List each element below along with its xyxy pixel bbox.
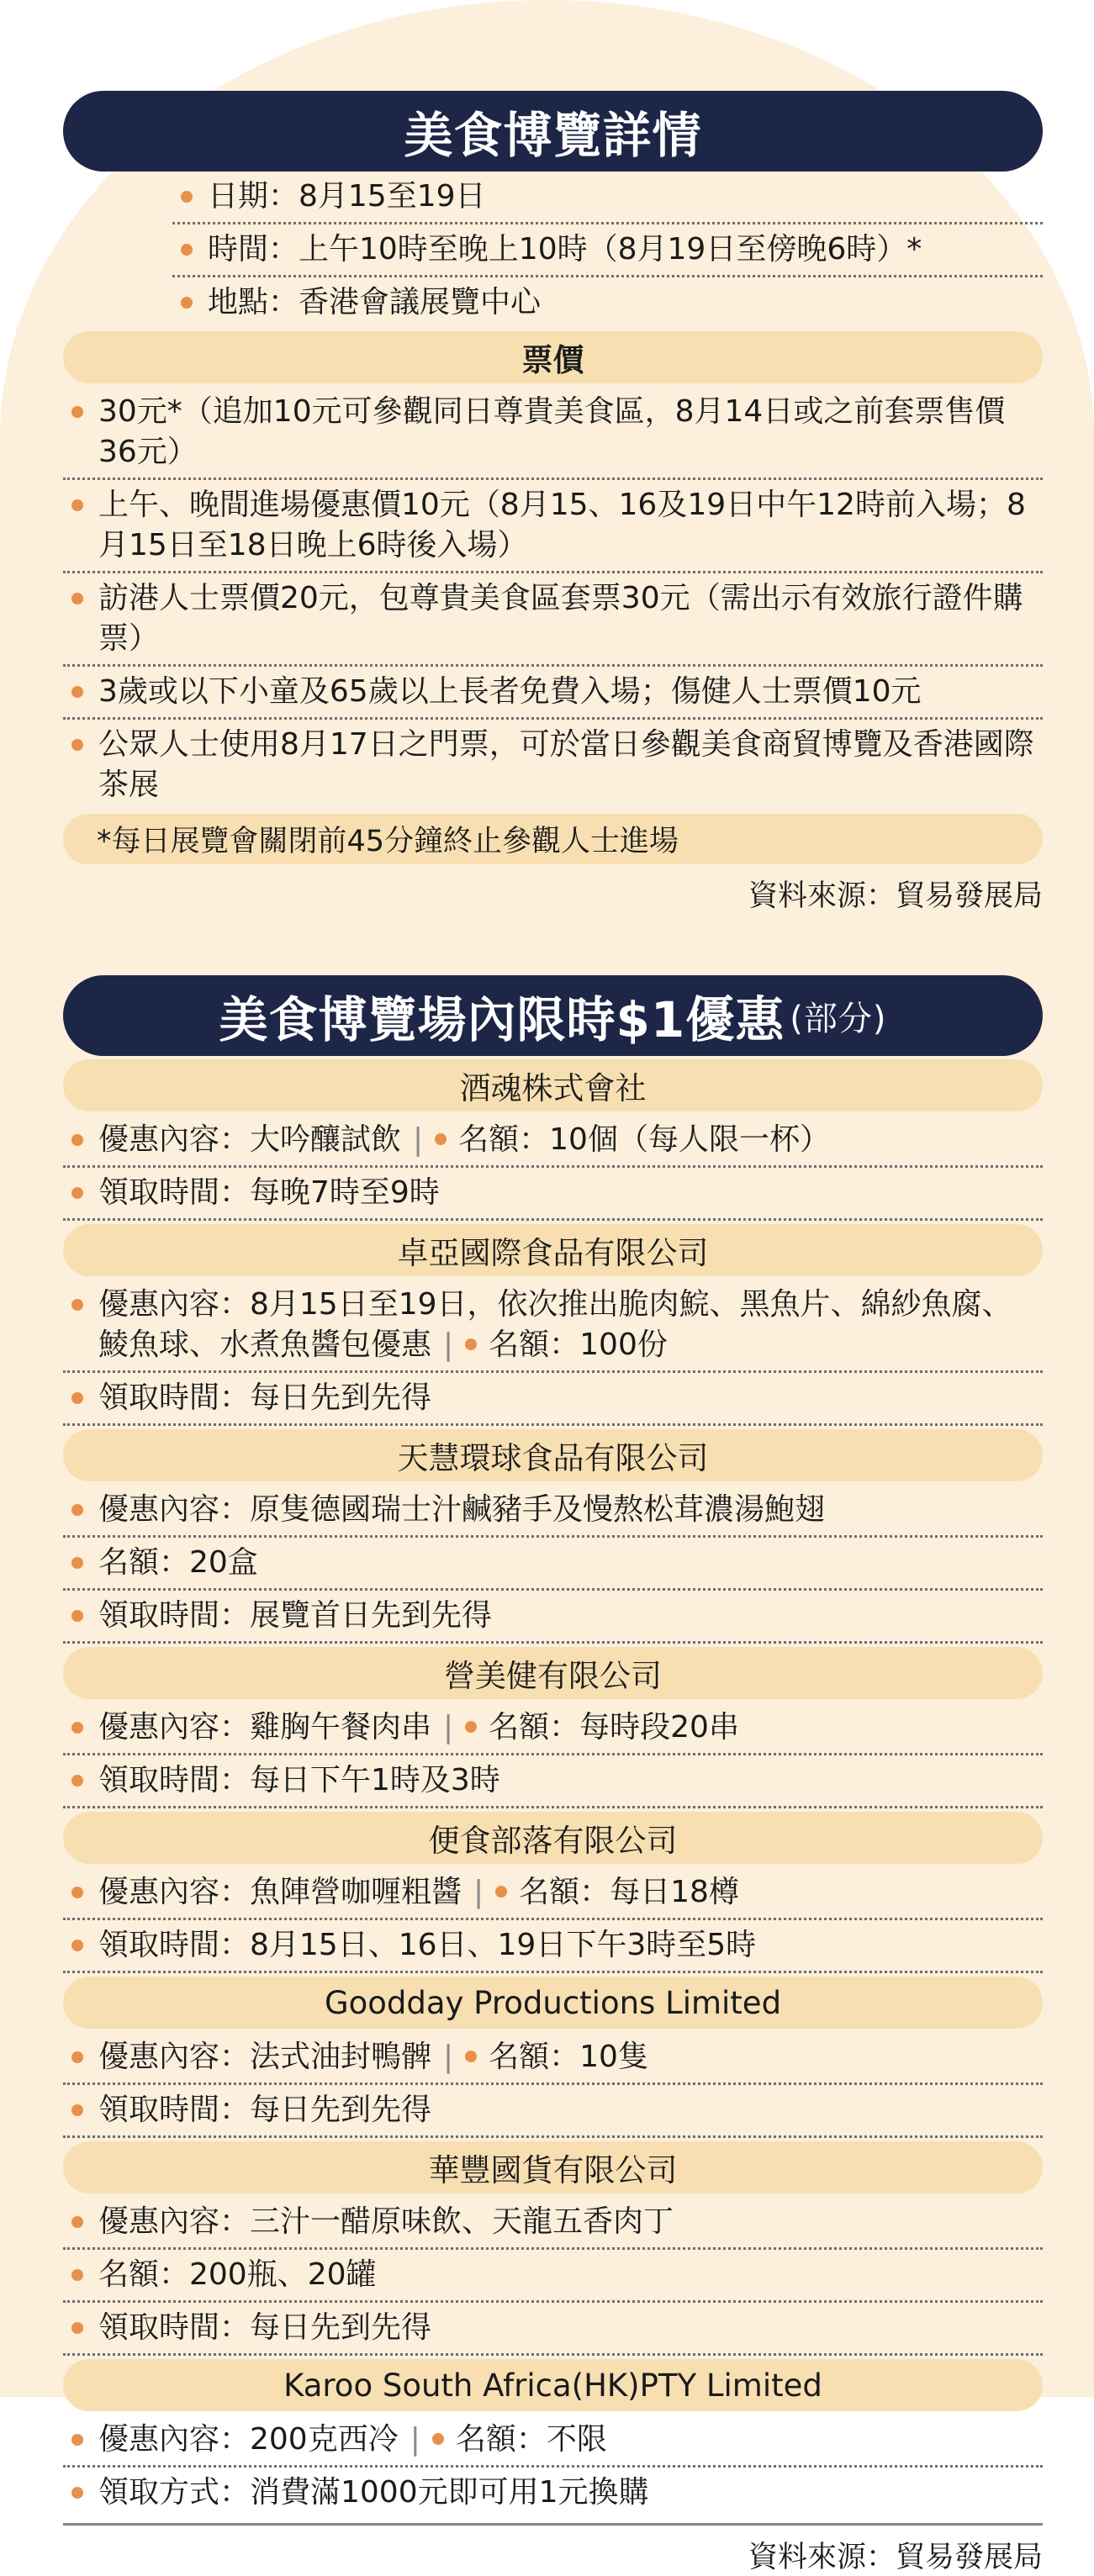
bullet-icon	[71, 686, 83, 698]
list-item: 3歲或以下小童及65歲以上長者免費入場；傷健人士票價10元	[63, 667, 1043, 720]
list-item: 訪港人士票價20元，包尊貴美食區套票30元（需出示有效旅行證件購票）	[63, 573, 1043, 667]
company-list	[63, 1059, 1043, 2518]
bullet-icon	[71, 499, 83, 511]
offer-text: 名額：每時段20串	[489, 1710, 739, 1745]
bullet-icon	[71, 1610, 83, 1622]
offer-text: 領取時間：每日先到先得	[98, 2093, 432, 2127]
bullet-icon	[71, 1504, 83, 1516]
offer-row	[63, 2303, 1043, 2356]
offer-text: 名額：100份	[489, 1328, 668, 1362]
source-credit: 資料來源：貿易發展局	[63, 2523, 1043, 2576]
info-item-date: 日期：8月15至19日	[172, 172, 1043, 224]
offer-text: 名額：20盒	[98, 1545, 258, 1580]
bullet-icon	[181, 191, 193, 203]
bullet-icon	[71, 1557, 83, 1569]
offer-text: 領取時間：每日先到先得	[98, 1380, 432, 1415]
bullet-icon	[71, 1887, 83, 1898]
offer-text: 優惠內容：魚陣營咖喱粗醬	[98, 1875, 462, 1909]
bullet-icon	[465, 1721, 477, 1733]
bullet-icon	[71, 1187, 83, 1199]
offer-text: 領取時間：展覽首日先到先得	[98, 1598, 493, 1633]
bullet-icon	[71, 406, 83, 418]
list-item: 30元*（追加10元可參觀同日尊貴美食區，8月14日或之前套票售價36元）	[63, 387, 1043, 480]
section2-title-banner	[63, 975, 1043, 1056]
offer-text: 領取時間：8月15日、16日、19日下午3時至5時	[98, 1928, 757, 1962]
offer-row	[63, 1280, 1043, 1373]
bullet-icon	[71, 1775, 83, 1787]
section1-title: 美食博覽詳情	[404, 107, 702, 164]
bullet-icon	[71, 1299, 83, 1311]
offer-row	[63, 1702, 1043, 1755]
offer-row	[63, 1755, 1043, 1808]
company-name: Goodday Productions Limited	[63, 1977, 1043, 2029]
offer-text: 名額：10個（每人限一杯）	[458, 1122, 830, 1157]
divider: |	[410, 2422, 420, 2457]
company-name: 卓亞國際食品有限公司	[63, 1224, 1043, 1276]
bullet-icon	[465, 1338, 477, 1350]
offer-row	[63, 2197, 1043, 2250]
offer-text: 領取時間：每日下午1時及3時	[98, 1763, 500, 1797]
offer-text: 名額：200瓶、20罐	[98, 2257, 377, 2292]
bullet-icon	[71, 2322, 83, 2334]
bullet-icon	[181, 244, 193, 256]
offer-text: 領取方式：消費滿1000元即可用1元換購	[98, 2475, 649, 2510]
closing-note: *每日展覽會關閉前45分鐘終止參觀人士進場	[63, 814, 1043, 864]
offer-row	[63, 1485, 1043, 1538]
section2-title: 美食博覽場內限時$1優惠	[219, 991, 785, 1048]
offer-text: 優惠內容：原隻德國瑞士汁鹹豬手及慢熬松茸濃湯鮑翅	[98, 1492, 826, 1527]
bullet-icon	[71, 2104, 83, 2116]
offer-row	[63, 1115, 1043, 1168]
ticket-header: 票價	[63, 331, 1043, 383]
offer-row	[63, 2415, 1043, 2468]
bullet-icon	[71, 1134, 83, 1146]
bullet-icon	[71, 593, 83, 604]
offer-row	[63, 1591, 1043, 1644]
offer-row	[63, 2032, 1043, 2085]
bullet-icon	[71, 1722, 83, 1734]
ticket-list	[63, 387, 1043, 810]
divider: |	[443, 1710, 454, 1745]
company-name: 酒魂株式會社	[63, 1059, 1043, 1111]
offer-text: 領取時間：每晚7時至9時	[98, 1175, 440, 1210]
list-item: 公眾人士使用8月17日之門票，可於當日參觀美食商貿博覽及香港國際茶展	[63, 720, 1043, 810]
offer-text: 名額：不限	[455, 2422, 607, 2457]
section2-title-suffix: (部分)	[790, 999, 887, 1038]
company-name: 華豐國貨有限公司	[63, 2141, 1043, 2193]
offer-text: 優惠內容：8月15日至19日，依次推出脆肉鯇、黑魚片、綿紗魚腐、鯪魚球、水煮魚醬包優惠	[98, 1287, 1012, 1362]
bullet-icon	[71, 739, 83, 751]
info-item-venue: 地點：香港會議展覽中心	[172, 277, 1043, 328]
company-name: 營美健有限公司	[63, 1647, 1043, 1699]
offer-row	[63, 1920, 1043, 1973]
bullet-icon	[432, 2433, 444, 2445]
bullet-icon	[71, 1392, 83, 1404]
bullet-icon	[495, 1886, 507, 1898]
bullet-icon	[71, 2269, 83, 2281]
bullet-icon	[71, 2216, 83, 2228]
section1-title-banner	[63, 91, 1043, 172]
offer-text: 名額：10隻	[489, 2040, 648, 2074]
divider: |	[443, 1328, 454, 1362]
offer-text: 優惠內容：法式油封鴨髀	[98, 2040, 432, 2074]
offer-text: 領取時間：每日先到先得	[98, 2310, 432, 2345]
offer-text: 優惠內容：200克西冷	[98, 2422, 399, 2457]
page-content	[63, 91, 1043, 2576]
offer-row	[63, 1538, 1043, 1591]
bullet-icon	[181, 297, 193, 309]
bullet-icon	[71, 2487, 83, 2499]
bullet-icon	[71, 2051, 83, 2063]
bullet-icon	[71, 1940, 83, 1951]
divider: |	[413, 1122, 424, 1157]
list-item: 上午、晚間進場優惠價10元（8月15、16及19日中午12時前入場；8月15日至18日晚上6時後入場）	[63, 480, 1043, 573]
company-name: Karoo South Africa(HK)PTY Limited	[63, 2359, 1043, 2411]
offer-row	[63, 2250, 1043, 2303]
info-item-time: 時間：上午10時至晚上10時（8月19日至傍晚6時）*	[172, 224, 1043, 277]
info-list	[63, 172, 1043, 328]
divider: |	[443, 2040, 454, 2074]
source-credit: 資料來源：貿易發展局	[748, 879, 1043, 913]
offer-text: 名額：每日18樽	[519, 1875, 739, 1909]
offer-row	[63, 1168, 1043, 1221]
company-name: 便食部落有限公司	[63, 1812, 1043, 1864]
bullet-icon	[465, 2051, 477, 2062]
offer-text: 優惠內容：大吟釀試飲	[98, 1122, 402, 1157]
offer-text: 優惠內容：三汁一醋原味飲、天龍五香肉丁	[98, 2204, 674, 2239]
bullet-icon	[435, 1133, 447, 1145]
company-name: 天慧環球食品有限公司	[63, 1429, 1043, 1481]
bullet-icon	[71, 2434, 83, 2446]
offer-row	[63, 1867, 1043, 1920]
offer-row	[63, 2468, 1043, 2518]
divider: |	[473, 1875, 484, 1909]
offer-text: 優惠內容：雞胸午餐肉串	[98, 1710, 432, 1745]
offer-row	[63, 2085, 1043, 2138]
offer-row	[63, 1373, 1043, 1426]
